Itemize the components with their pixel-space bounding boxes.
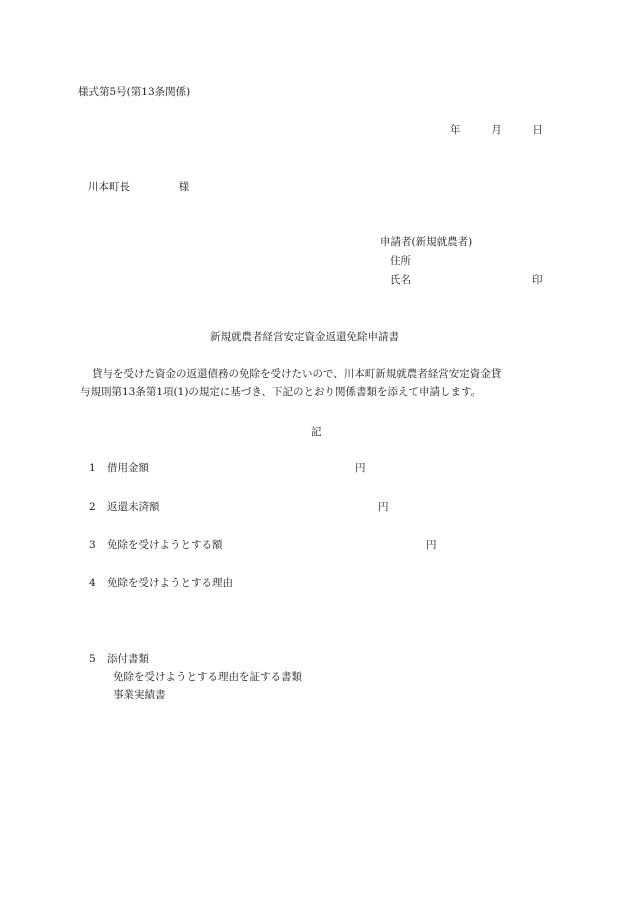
seal-mark: 印 (532, 274, 543, 286)
applicant-address-label: 住所 (390, 255, 411, 267)
attachment-item: 事業実績書 (113, 689, 166, 701)
attachment-item: 免除を受けようとする理由を証する書類 (113, 671, 302, 683)
body-text-line-2: 与規則第13条第1項(1)の規定に基づき、下記のとおり関係書類を添えて申請します。 (80, 386, 482, 398)
item-1-unit: 円 (355, 462, 366, 474)
addressee-honorific: 様 (178, 181, 190, 193)
form-number: 様式第5号(第13条関係) (78, 86, 191, 98)
item-4-number: 4 (89, 577, 96, 589)
document-title: 新規就農者経営安定資金返還免除申請書 (210, 331, 399, 343)
item-5-label: 添付書類 (107, 653, 149, 665)
addressee-line (88, 180, 189, 195)
item-1-label: 借用金額 (107, 462, 149, 474)
date-line (450, 123, 543, 138)
item-2-number: 2 (89, 501, 96, 513)
item-3-unit: 円 (426, 539, 437, 551)
ki-heading: 記 (311, 426, 322, 438)
item-5-number: 5 (89, 653, 96, 665)
item-3-number: 3 (89, 539, 96, 551)
item-2-label: 返還未済額 (107, 501, 160, 513)
item-3-label: 免除を受けようとする額 (107, 539, 223, 551)
applicant-heading: 申請者(新規就農者) (380, 236, 473, 248)
item-4-label: 免除を受けようとする理由 (107, 577, 233, 589)
applicant-name-label: 氏名 (390, 274, 411, 286)
date-month-label: 月 (491, 124, 502, 136)
date-year-label: 年 (450, 124, 461, 136)
body-text-line-1: 貸与を受けた資金の返還債務の免除を受けたいので、川本町新規就農者経営安定資金貸 (92, 368, 502, 380)
date-day-label: 日 (532, 124, 543, 136)
addressee-name: 川本町長 (88, 181, 130, 193)
item-1-number: 1 (89, 462, 96, 474)
item-2-unit: 円 (378, 501, 389, 513)
